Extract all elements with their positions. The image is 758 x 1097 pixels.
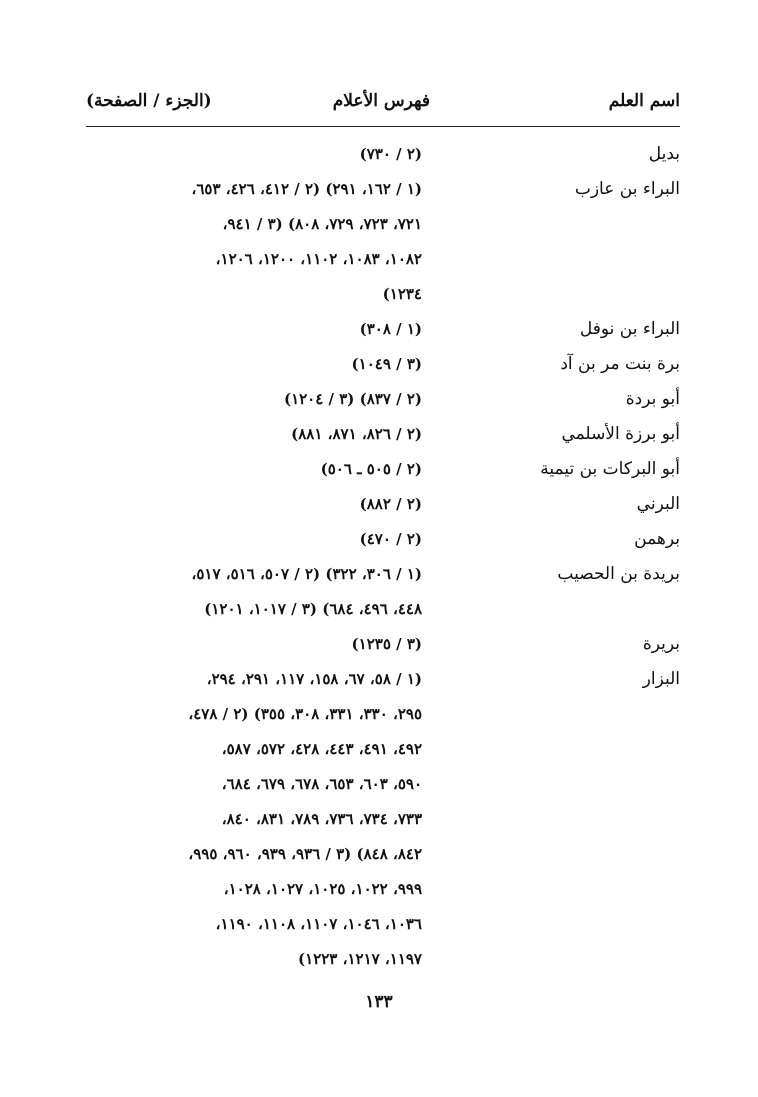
index-entry-row: [86, 453, 680, 488]
index-entry-row: [86, 628, 680, 663]
entry-references: ٤٩٢، ٤٩١، ٤٤٣، ٤٢٨، ٥٧٢، ٥٨٧،: [221, 740, 422, 758]
index-entry-row: [86, 663, 680, 698]
header-divider: [86, 126, 680, 127]
index-entry-row: [86, 593, 680, 628]
entry-references: ١٠٨٢، ١٠٨٣، ١١٠٢، ١٢٠٠، ١٢٠٦،: [215, 250, 422, 268]
entry-references: ٢٩٥، ٣٣٠، ٣٣١، ٣٠٨، ٣٥٥) (٢ / ٤٧٨،: [188, 705, 422, 723]
index-entry-row: [86, 418, 680, 453]
entry-name: برة بنت مر بن آد: [560, 354, 680, 374]
entry-references: (٢ / ٤٧٠): [359, 530, 422, 548]
index-entry-row: [86, 943, 680, 978]
entry-name: برهمن: [634, 529, 680, 549]
page-title: فهرس الأعلام: [332, 91, 430, 111]
index-entry-row: [86, 908, 680, 943]
index-entry-row: [86, 803, 680, 838]
index-entry-row: [86, 138, 680, 173]
entry-references: (٣ / ١٢٣٥): [351, 635, 422, 653]
entry-name: البزار: [642, 669, 680, 689]
entry-references: ٧٣٣، ٧٣٤، ٧٣٦، ٧٨٩، ٨٣١، ٨٤٠،: [221, 810, 422, 828]
entry-references: (١ / ٣٠٨): [359, 320, 422, 338]
page-number: ١٣٣: [365, 992, 393, 1012]
entry-name: البراء بن نوفل: [579, 319, 680, 339]
name-column-heading: اسم العلم: [608, 91, 680, 111]
index-entry-row: [86, 278, 680, 313]
entry-references: ٧٢١، ٧٢٣، ٧٢٩، ٨٠٨) (٣ / ٩٤١،: [222, 215, 422, 233]
index-entry-row: [86, 733, 680, 768]
entry-references: ٤٤٨، ٤٩٦، ٦٨٤) (٣ / ١٠١٧، ١٢٠١): [204, 600, 422, 618]
index-entry-row: [86, 523, 680, 558]
entry-name: أبو البركات بن تيمية: [540, 459, 680, 479]
index-entry-row: [86, 173, 680, 208]
entry-references: ١٠٣٦، ١٠٤٦، ١١٠٧، ١١٠٨، ١١٩٠،: [215, 915, 422, 933]
entry-name: أبو برزة الأسلمي: [561, 424, 680, 444]
entry-name: أبو بردة: [625, 389, 680, 409]
entry-references: ٥٩٠، ٦٠٣، ٦٥٣، ٦٧٨، ٦٧٩، ٦٨٤،: [221, 775, 422, 793]
entry-references: ٩٩٩، ١٠٢٢، ١٠٢٥، ١٠٢٧، ١٠٢٨،: [223, 880, 422, 898]
entry-name: بريدة بن الحصيب: [557, 564, 680, 584]
entry-references: (٢ / ٧٣٠): [359, 145, 422, 163]
entry-references: (١ / ١٦٢، ٢٩١) (٢ / ٤١٢، ٤٢٦، ٦٥٣،: [191, 180, 422, 198]
index-entry-row: [86, 558, 680, 593]
index-entry-row: [86, 348, 680, 383]
entry-references: (٢ / ٥٠٥ ـ ٥٠٦): [320, 460, 422, 478]
entry-references: (٢ / ٨٣٧) (٣ / ١٢٠٤): [283, 390, 422, 408]
index-entry-row: [86, 383, 680, 418]
entry-references: ١٢٣٤): [382, 285, 422, 303]
index-entry-row: [86, 698, 680, 733]
entry-references: ٨٤٢، ٨٤٨) (٣ / ٩٣٦، ٩٣٩، ٩٦٠، ٩٩٥،: [188, 845, 422, 863]
entry-references: ١١٩٧، ١٢١٧، ١٢٢٣): [298, 950, 422, 968]
index-entries: [86, 138, 680, 978]
reference-column-heading: (الجزء / الصفحة): [86, 91, 212, 111]
entry-references: (٢ / ٨٨٢): [359, 495, 422, 513]
index-entry-row: [86, 313, 680, 348]
entry-references: (٣ / ١٠٤٩): [351, 355, 422, 373]
index-entry-row: [86, 838, 680, 873]
entry-name: البراء بن عازب: [574, 179, 680, 199]
entry-references: (٢ / ٨٢٦، ٨٧١، ٨٨١): [291, 425, 422, 443]
index-entry-row: [86, 488, 680, 523]
entry-name: البرني: [636, 494, 680, 514]
index-entry-row: [86, 873, 680, 908]
entry-references: (١ / ٣٠٦، ٣٢٢) (٢ / ٥٠٧، ٥١٦، ٥١٧،: [191, 565, 422, 583]
index-entry-row: [86, 243, 680, 278]
entry-references: (١ / ٥٨، ٦٧، ١٥٨، ١١٧، ٢٩١، ٢٩٤،: [206, 670, 422, 688]
index-entry-row: [86, 768, 680, 803]
page-header: [86, 86, 680, 118]
index-entry-row: [86, 208, 680, 243]
entry-name: بديل: [648, 144, 680, 164]
entry-name: بريرة: [642, 634, 680, 654]
